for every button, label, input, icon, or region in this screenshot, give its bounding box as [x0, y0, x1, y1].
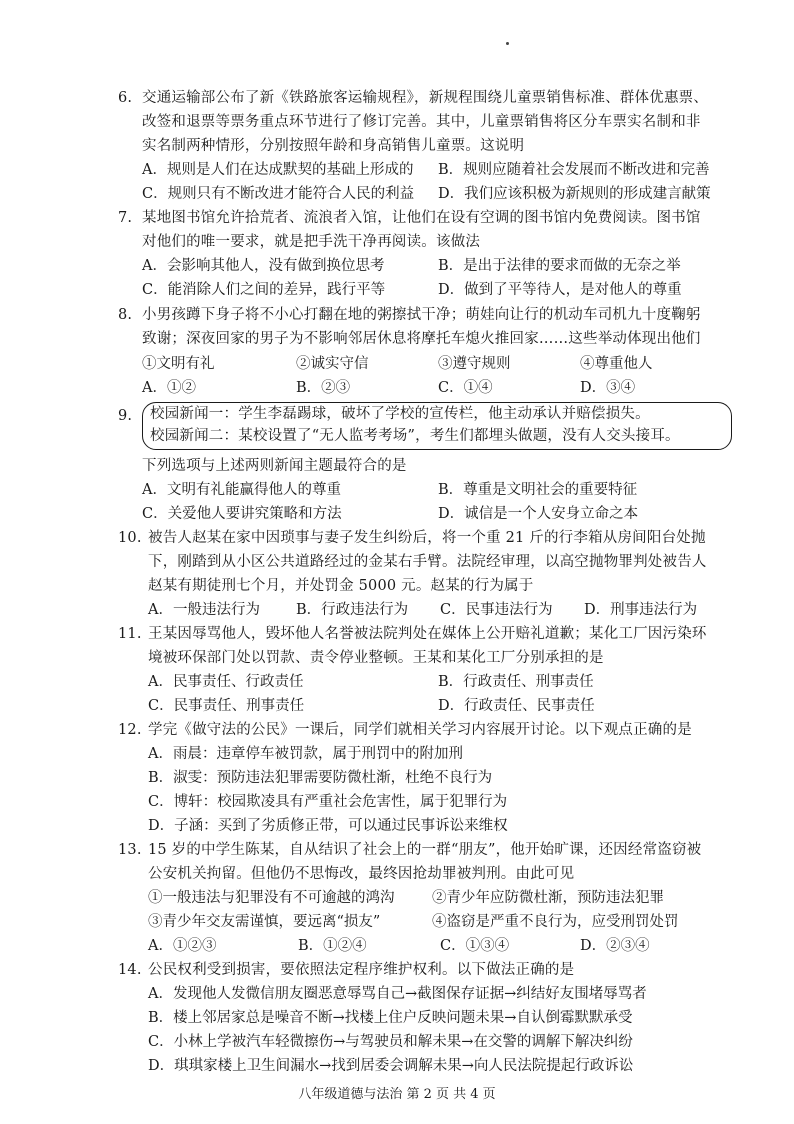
question-number: 8.: [118, 307, 133, 323]
option-d: D．我们应该积极为新规则的形成建言献策: [438, 186, 711, 202]
question-number: 14.: [118, 962, 142, 978]
option-d: D．诚信是一个人安身立命之本: [438, 506, 639, 522]
option-b: B．行政责任、刑事责任: [438, 674, 594, 690]
option-b: B．规则应随着社会发展而不断改进和完善: [438, 162, 710, 178]
question-text: 致谢；深夜回家的男子为不影响邻居休息将摩托车熄火推回家……这些举动体现出他们: [142, 331, 701, 347]
option-c: C．能消除人们之间的差异，践行平等: [142, 282, 386, 298]
option-d: D．琪琪家楼上卫生间漏水→找到居委会调解未果→向人民法院提起行政诉讼: [148, 1058, 634, 1074]
question-text: 交通运输部公布了新《铁路旅客运输规程》，新规程围绕儿童票销售标准、群体优惠票、: [142, 90, 709, 106]
question-text: 公安机关拘留。但他仍不思悔改，最终因抢劫罪被判刑。由此可见: [148, 866, 575, 882]
option-a: A．会影响其他人，没有做到换位思考: [142, 258, 385, 274]
option-c: C．①④: [438, 380, 493, 396]
option-b: B．行政违法行为: [296, 602, 409, 618]
question-number: 9.: [118, 408, 133, 424]
option-a: A．发现他人发微信朋友圈恶意辱骂自己→截图保存证据→纠结好友围堵辱骂者: [148, 986, 647, 1002]
question-text: 实名制两种情形，分别按照年龄和身高销售儿童票。这说明: [142, 138, 525, 154]
scan-speck: [506, 42, 509, 45]
choice-item: ①文明有礼: [142, 356, 215, 372]
question-number: 13.: [118, 842, 142, 858]
news-item: 校园新闻二：某校设置了“无人监考考场”，考生们都埋头做题，没有人交头接耳。: [150, 428, 680, 444]
question-number: 12.: [118, 722, 142, 738]
question-text: 境被环保部门处以罚款、责令停业整顿。王某和某化工厂分别承担的是: [148, 650, 604, 666]
option-c: C．博轩：校园欺凌具有严重社会危害性，属于犯罪行为: [148, 794, 508, 810]
option-d: D．子涵：买到了劣质修正带，可以通过民事诉讼来维权: [148, 818, 508, 834]
page-footer: 八年级道德与法治 第 2 页 共 4 页: [298, 1087, 496, 1102]
option-d: D．行政责任、民事责任: [438, 698, 595, 714]
option-c: C．民事违法行为: [440, 602, 553, 618]
option-b: B．是出于法律的要求而做的无奈之举: [438, 258, 681, 274]
option-c: C．①③④: [440, 938, 510, 954]
choice-item: ④盗窃是严重不良行为，应受刑罚处罚: [432, 914, 679, 930]
news-item: 校园新闻一：学生李磊踢球，破坏了学校的宣传栏，他主动承认并赔偿损失。: [150, 406, 650, 422]
option-c: C．规则只有不断改进才能符合人民的利益: [142, 186, 415, 202]
option-a: A．一般违法行为: [148, 602, 260, 618]
question-text: 王某因辱骂他人，毁坏他人名誉被法院判处在媒体上公开赔礼道歉；某化工厂因污染环: [148, 626, 707, 642]
question-text: 15 岁的中学生陈某，自从结识了社会上的一群“朋友”，他开始旷课，还因经常盗窃被: [148, 842, 702, 858]
option-b: B．尊重是文明社会的重要特征: [438, 482, 638, 498]
question-text: 学完《做守法的公民》一课后，同学们就相关学习内容展开讨论。以下观点正确的是: [148, 722, 692, 738]
option-c: C．民事责任、刑事责任: [148, 698, 305, 714]
question-text: 对他们的唯一要求，就是把手洗干净再阅读。该做法: [142, 234, 481, 250]
choice-item: ①一般违法与犯罪没有不可逾越的鸿沟: [148, 890, 395, 906]
question-number: 11.: [118, 626, 142, 642]
question-text: 公民权利受到损害，要依照法定程序维护权利。以下做法正确的是: [148, 962, 575, 978]
option-a: A．规则是人们在达成默契的基础上形成的: [142, 162, 414, 178]
question-number: 6.: [118, 90, 133, 106]
option-c: C．关爱他人要讲究策略和方法: [142, 506, 342, 522]
question-text: 赵某有期徒刑七个月，并处罚金 5000 元。赵某的行为属于: [148, 578, 534, 594]
choice-item: ④尊重他人: [580, 356, 653, 372]
choice-item: ②青少年应防微杜渐，预防违法犯罪: [432, 890, 664, 906]
question-text: 某地图书馆允许拾荒者、流浪者入馆，让他们在设有空调的图书馆内免费阅读。图书馆: [142, 210, 701, 226]
option-d: D．②③④: [580, 938, 650, 954]
option-d: D．做到了平等待人，是对他人的尊重: [438, 282, 682, 298]
question-text: 改签和退票等票务重点环节进行了修订完善。其中，儿童票销售将区分车票实名制和非: [142, 114, 701, 130]
choice-item: ②诚实守信: [296, 356, 369, 372]
option-b: B．②③: [296, 380, 351, 396]
option-b: B．楼上邻居家总是噪音不断→找楼上住户反映问题未果→自认倒霉默默承受: [148, 1010, 633, 1026]
option-a: A．民事责任、行政责任: [148, 674, 304, 690]
option-c: C．小林上学被汽车轻微擦伤→与驾驶员和解未果→在交警的调解下解决纠纷: [148, 1034, 633, 1050]
question-text: 下，刚踏到从小区公共道路经过的金某右手臂。法院经审理，以高空抛物罪判处被告人: [148, 554, 707, 570]
option-a: A．文明有礼能赢得他人的尊重: [142, 482, 341, 498]
question-text: 下列选项与上述两则新闻主题最符合的是: [142, 458, 407, 474]
choice-item: ③青少年交友需谨慎，要远离“损友”: [148, 914, 381, 930]
option-a: A．①②③: [148, 938, 217, 954]
option-a: A．雨晨：违章停车被罚款，属于刑罚中的附加刑: [148, 746, 463, 762]
option-b: B．淑雯：预防违法犯罪需要防微杜渐，杜绝不良行为: [148, 770, 493, 786]
question-number: 10.: [118, 530, 142, 546]
option-b: B．①②④: [298, 938, 367, 954]
question-text: 被告人赵某在家中因琐事与妻子发生纠纷后，将一个重 21 斤的行李箱从房间阳台处抛: [148, 530, 706, 546]
question-number: 7.: [118, 210, 133, 226]
option-a: A．①②: [142, 380, 196, 396]
choice-item: ③遵守规则: [438, 356, 511, 372]
option-d: D．刑事违法行为: [584, 602, 698, 618]
question-text: 小男孩蹲下身子将不小心打翻在地的粥擦拭干净；萌娃向让行的机动车司机九十度鞠躬: [142, 307, 701, 323]
option-d: D．③④: [580, 380, 636, 396]
